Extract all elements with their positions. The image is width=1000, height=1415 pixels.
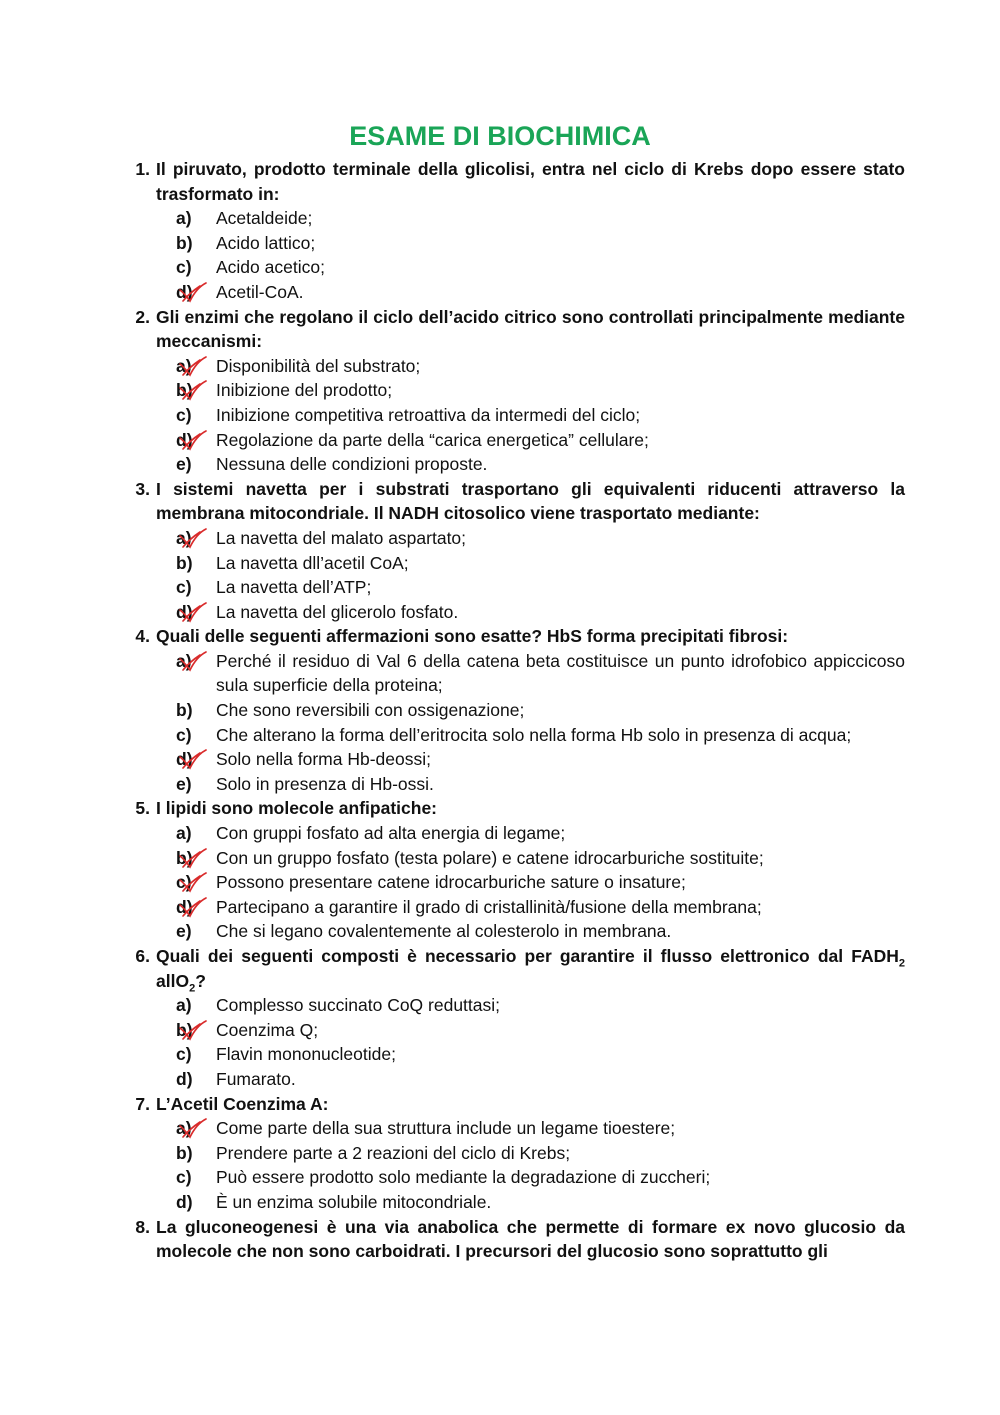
question-number: 1. xyxy=(135,159,150,179)
option-label: d) xyxy=(176,1191,193,1212)
answer-option[interactable] xyxy=(120,821,905,846)
option-text: Acido lattico; xyxy=(216,232,316,253)
exam-title: ESAME DI BIOCHIMICA xyxy=(349,121,651,151)
answer-option[interactable] xyxy=(120,206,905,231)
question-text: Il piruvato, prodotto terminale della glicolisi, entra nel ciclo di Krebs dopo essere stato trasformato in: xyxy=(156,159,905,204)
answer-option[interactable] xyxy=(120,772,905,797)
answer-option[interactable] xyxy=(120,526,905,551)
answer-option[interactable] xyxy=(120,378,905,403)
option-label: c) xyxy=(176,872,192,893)
option-label: b) xyxy=(176,552,193,573)
option-text: Nessuna delle condizioni proposte. xyxy=(216,454,488,475)
answer-option[interactable] xyxy=(120,993,905,1018)
option-text: Con gruppi fosfato ad alta energia di legame; xyxy=(216,823,566,844)
option-text: Possono presentare catene idrocarburiche sature o insature; xyxy=(216,872,686,893)
option-text: Solo nella forma Hb-deossi; xyxy=(216,749,431,770)
option-label: b) xyxy=(176,700,193,721)
question-number: 6. xyxy=(135,946,150,966)
option-label: d) xyxy=(176,1068,193,1089)
option-label: e) xyxy=(176,773,192,794)
answer-option[interactable] xyxy=(120,403,905,428)
option-label: a) xyxy=(176,527,192,548)
answer-option[interactable] xyxy=(120,452,905,477)
answer-option[interactable] xyxy=(120,255,905,280)
option-label: b) xyxy=(176,1142,193,1163)
answer-option[interactable] xyxy=(120,723,905,748)
option-text: Fumarato. xyxy=(216,1068,296,1089)
question-list xyxy=(120,157,905,1264)
question-number: 2. xyxy=(135,306,150,327)
answer-option[interactable] xyxy=(120,1141,905,1166)
option-label: a) xyxy=(176,1118,192,1139)
question-text: I sistemi navetta per i substrati trasportano gli equivalenti riducenti attraverso la membrana mitocondriale. Il NADH citosolico viene trasportato mediante: xyxy=(156,478,905,524)
option-text: Regolazione da parte della “carica energetica” cellulare; xyxy=(216,429,649,450)
answer-option[interactable] xyxy=(120,846,905,871)
question-number: 7. xyxy=(135,1093,150,1114)
option-label: c) xyxy=(176,577,192,598)
option-text: Flavin mononucleotide; xyxy=(216,1044,396,1065)
subscript: 2 xyxy=(189,982,196,995)
answer-option[interactable] xyxy=(120,551,905,576)
answer-option[interactable] xyxy=(120,428,905,453)
option-text: Complesso succinato CoQ reduttasi; xyxy=(216,995,501,1016)
answer-option[interactable] xyxy=(120,1067,905,1092)
option-text: Inibizione competitiva retroattiva da intermedi del ciclo; xyxy=(216,404,641,425)
option-text: Come parte della sua struttura include un legame tioestere; xyxy=(216,1118,676,1139)
answer-option[interactable] xyxy=(120,895,905,920)
answer-option[interactable] xyxy=(120,600,905,625)
answer-option[interactable] xyxy=(120,280,905,305)
answer-option[interactable] xyxy=(120,1190,905,1215)
option-label: c) xyxy=(176,724,192,745)
answer-option[interactable] xyxy=(120,354,905,379)
option-label: d) xyxy=(176,281,193,302)
subscript: 2 xyxy=(898,957,905,970)
answer-option[interactable] xyxy=(120,1042,905,1067)
option-text: Prendere parte a 2 reazioni del ciclo di Krebs; xyxy=(216,1142,571,1163)
question-number: 8. xyxy=(135,1216,150,1237)
answer-option[interactable] xyxy=(120,1165,905,1190)
option-label: b) xyxy=(176,1019,193,1040)
option-text: Partecipano a garantire il grado di cristallinità/fusione della membrana; xyxy=(216,896,762,917)
answer-option[interactable] xyxy=(120,1116,905,1141)
option-text: Può essere prodotto solo mediante la degradazione di zuccheri; xyxy=(216,1167,711,1188)
question-text: La gluconeogenesi è una via anabolica che permette di formare ex novo glucosio da molecole che non sono carboidrati. I precursori del glucosio sono soprattutto gli xyxy=(156,1216,905,1262)
option-text: Perché il residuo di Val 6 della catena beta costituisce un punto idrofobico appiccicoso sula superficie della proteina; xyxy=(216,650,905,696)
option-label: e) xyxy=(176,454,192,475)
option-label: a) xyxy=(176,823,192,844)
option-label: e) xyxy=(176,921,192,942)
option-label: c) xyxy=(176,404,192,425)
option-text: La navetta del glicerolo fosfato. xyxy=(216,601,459,622)
question-text: Quali dei seguenti composti è necessario per garantire il flusso elettronico dal $FADH_2$ allO$_2$? xyxy=(156,946,905,995)
option-label: d) xyxy=(176,601,193,622)
option-text: Inibizione del prodotto; xyxy=(216,380,393,401)
option-label: d) xyxy=(176,896,193,917)
question-number: 3. xyxy=(135,478,150,499)
answer-option[interactable] xyxy=(120,698,905,723)
option-text: Acetil-CoA. xyxy=(216,281,304,302)
option-text: La navetta dll’acetil CoA; xyxy=(216,552,409,573)
question-text: Gli enzimi che regolano il ciclo dell’acido citrico sono controllati principalmente mediante meccanismi: xyxy=(156,306,905,352)
question-7 xyxy=(120,1092,905,1215)
answer-option[interactable] xyxy=(120,1018,905,1043)
option-text: Solo in presenza di Hb-ossi. xyxy=(216,773,434,794)
answer-option[interactable] xyxy=(120,919,905,944)
answer-option[interactable] xyxy=(120,870,905,895)
option-label: a) xyxy=(176,208,192,229)
answer-option[interactable] xyxy=(120,575,905,600)
question-number: 5. xyxy=(135,798,150,819)
option-label: c) xyxy=(176,257,192,278)
option-label: a) xyxy=(176,355,192,376)
option-label: b) xyxy=(176,847,193,868)
answer-option[interactable] xyxy=(120,649,905,698)
option-text: Che alterano la forma dell’eritrocita solo nella forma Hb solo in presenza di acqua; xyxy=(216,724,852,745)
question-2 xyxy=(120,305,905,477)
option-label: d) xyxy=(176,749,193,770)
option-text: È un enzima solubile mitocondriale. xyxy=(216,1191,492,1212)
question-text: Quali delle seguenti affermazioni sono esatte? HbS forma precipitati fibrosi: xyxy=(156,626,789,647)
option-text: Disponibilità del substrato; xyxy=(216,355,421,376)
answer-option[interactable] xyxy=(120,747,905,772)
question-6 xyxy=(120,944,905,1092)
option-text: La navetta del malato aspartato; xyxy=(216,527,467,548)
option-label: d) xyxy=(176,429,193,450)
option-label: b) xyxy=(176,232,193,253)
option-text: Coenzima Q; xyxy=(216,1019,319,1040)
option-label: a) xyxy=(176,650,192,671)
answer-option[interactable] xyxy=(120,231,905,256)
option-text: Che si legano covalentemente al colesterolo in membrana. xyxy=(216,921,672,942)
option-text: Acido acetico; xyxy=(216,257,325,278)
option-text: Con un gruppo fosfato (testa polare) e catene idrocarburiche sostituite; xyxy=(216,847,764,868)
option-label: b) xyxy=(176,380,193,401)
option-text: La navetta dell’ATP; xyxy=(216,577,372,598)
question-3 xyxy=(120,477,905,625)
option-text: Acetaldeide; xyxy=(216,208,313,229)
question-5 xyxy=(120,796,905,944)
question-1 xyxy=(120,157,905,305)
question-text: L’Acetil Coenzima A: xyxy=(156,1093,329,1114)
question-4 xyxy=(120,624,905,796)
question-number: 4. xyxy=(135,626,150,647)
question-text: I lipidi sono molecole anfipatiche: xyxy=(156,798,438,819)
question-8 xyxy=(120,1215,905,1264)
option-label: c) xyxy=(176,1044,192,1065)
option-text: Che sono reversibili con ossigenazione; xyxy=(216,700,525,721)
option-label: a) xyxy=(176,995,192,1016)
option-label: c) xyxy=(176,1167,192,1188)
